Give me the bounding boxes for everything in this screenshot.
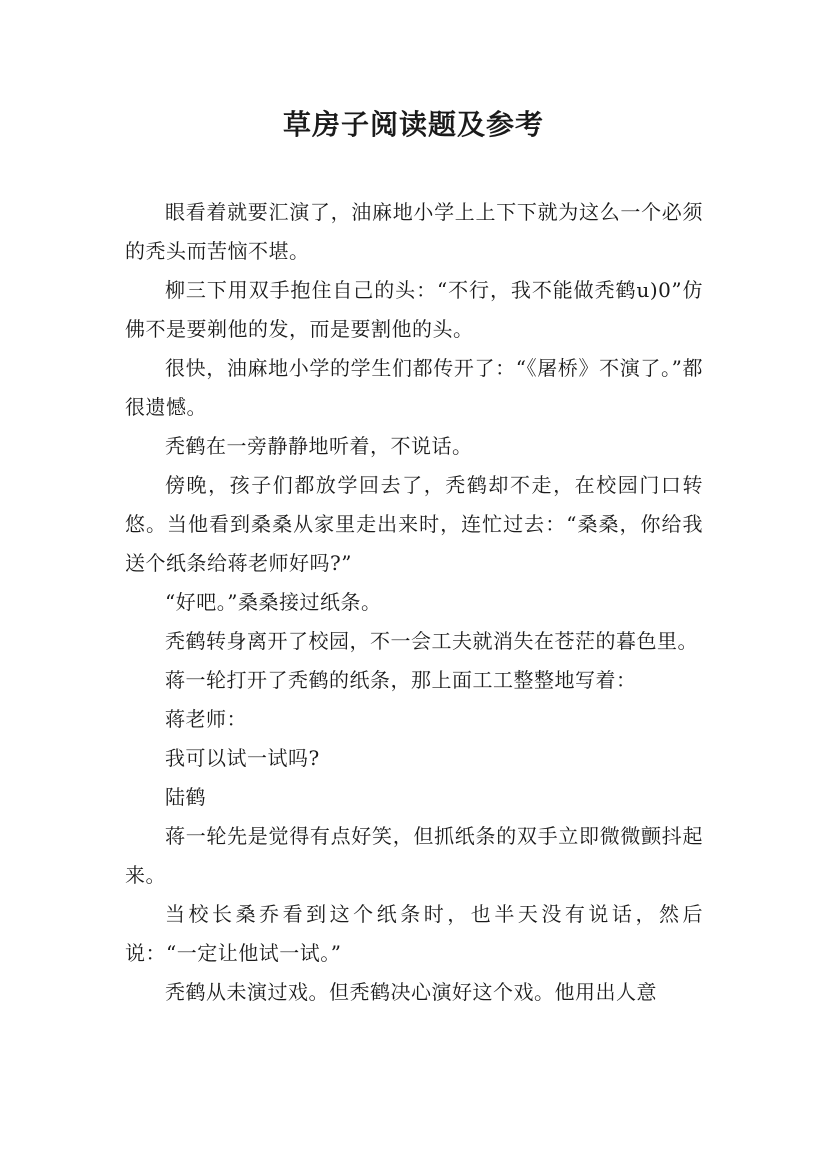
letter-body: 我可以试一试吗? [165, 746, 320, 770]
paragraph: 秃鹤转身离开了校园，不一会工夫就消失在苍茫的暮色里。 [165, 629, 698, 653]
paragraph: 蒋一轮先是觉得有点好笑，但抓纸条的双手立即微微颤抖起来。 [125, 824, 703, 887]
paragraph: 眼看着就要汇演了，油麻地小学上上下下就为这么一个必须的秃头而苦恼不堪。 [125, 200, 703, 263]
page-title: 草房子阅读题及参考 [282, 108, 544, 141]
paragraph: 当校长桑乔看到这个纸条时，也半天没有说话，然后说：“一定让他试一试。” [125, 902, 703, 965]
letter-signature: 陆鹤 [165, 785, 206, 809]
paragraph: 蒋一轮打开了秃鹤的纸条，那上面工工整整地写着： [165, 668, 637, 692]
paragraph: “好吧。”桑桑接过纸条。 [165, 590, 382, 614]
paragraph: 秃鹤从未演过戏。但秃鹤决心演好这个戏。他用出人意 [165, 980, 657, 1004]
letter-salutation: 蒋老师： [165, 707, 247, 731]
paragraph: 很快，油麻地小学的学生们都传开了：“《屠桥》不演了。”都很遗憾。 [125, 356, 703, 419]
paragraph: 秃鹤在一旁静静地听着，不说话。 [165, 434, 473, 458]
paragraph: 傍晚，孩子们都放学回去了，秃鹤却不走，在校园门口转悠。当他看到桑桑从家里走出来时，连忙过去：“桑桑，你给我送个纸条给蒋老师好吗?” [125, 473, 703, 575]
paragraph: 柳三下用双手抱住自己的头：“不行，我不能做秃鹤u)0”仿佛不是要剃他的发，而是要割他的头。 [125, 278, 703, 341]
article-body [125, 193, 703, 1012]
